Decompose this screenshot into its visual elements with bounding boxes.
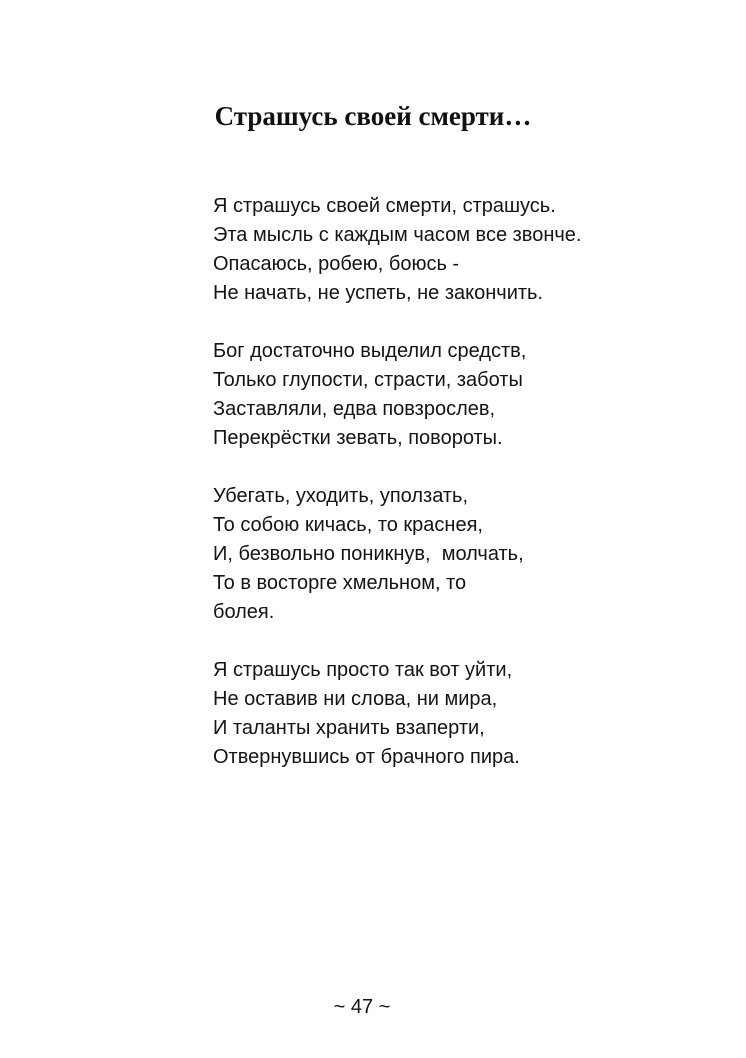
stanza-2 [213,337,693,453]
stanza-3 [213,482,693,627]
stanza-4 [213,656,693,772]
poem-line: И таланты хранить взаперти, [213,717,485,739]
poem-line: Я страшусь своей смерти, страшусь. [213,195,556,217]
poem-line: И, безвольно поникнув, молчать, [213,543,524,565]
poem-line: Перекрёстки зевать, повороты. [213,427,503,449]
poem-line: То собою кичась, то краснея, [213,514,483,536]
poem-line: Эта мысль с каждым часом все звонче. [213,224,582,246]
poem-line: Я страшусь просто так вот уйти, [213,659,513,681]
poem-line: Отвернувшись от брачного пира. [213,746,520,768]
poem-line: Только глупости, страсти, заботы [213,369,523,391]
poem-line: Не начать, не успеть, не закончить. [213,282,544,304]
poem-line: болея. [213,601,275,623]
poem-line: Опасаюсь, робею, боюсь - [213,253,460,275]
poem-title: Страшусь своей смерти… [214,101,532,131]
poem-line: Бог достаточно выделил средств, [213,340,527,362]
poem-line: Убегать, уходить, уползать, [213,485,469,507]
poem-body [213,192,693,801]
stanza-1 [213,192,693,308]
page-number: ~ 47 ~ [333,996,391,1018]
poem-line: То в восторге хмельном, то [213,572,467,594]
poem-line: Не оставив ни слова, ни мира, [213,688,498,710]
poem-line: Заставляли, едва повзрослев, [213,398,496,420]
